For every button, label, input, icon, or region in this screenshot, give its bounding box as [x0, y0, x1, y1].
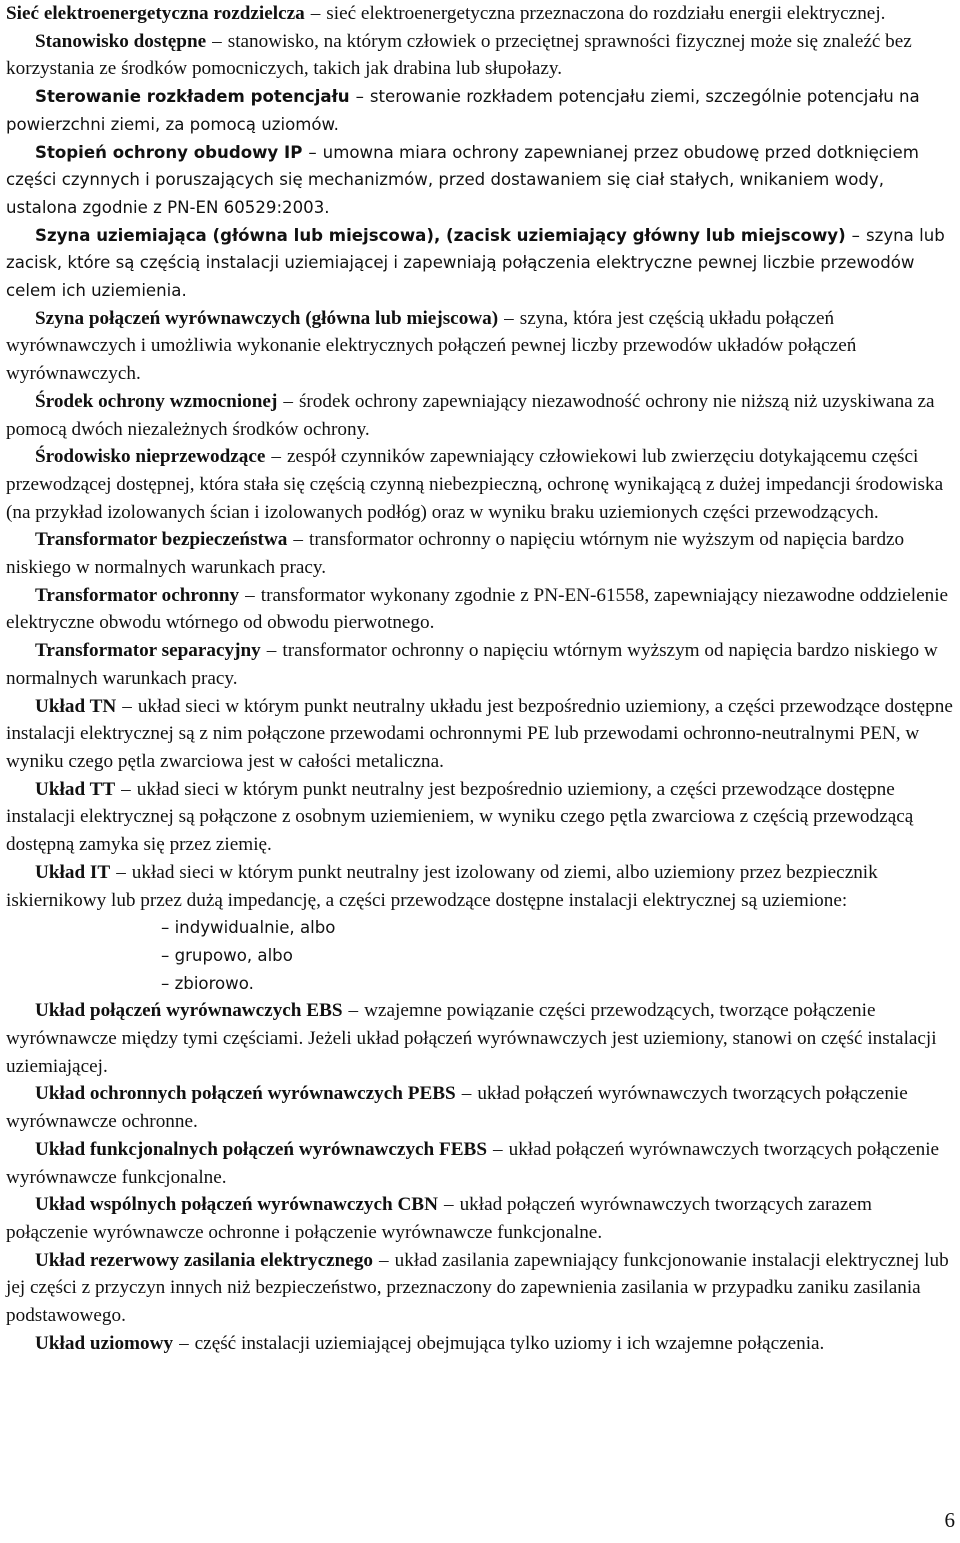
definition-entry — [6, 526, 956, 581]
definition-text: układ sieci w którym punkt neutralny jest bezpośrednio uziemiony, a części przewodzące dostępne instalacji elektrycznej są połączone z osobnym uziemieniem, w wyniku czego pętla zwarciowa z częścią przewodzącą dostępną zamyka się przez ziemię. — [6, 778, 914, 856]
definition-text: środek ochrony zapewniający niezawodność ochrony nie niższą niż uzyskiwana za pomocą dwóch niezależnych środków ochrony. — [6, 390, 935, 440]
definition-text: układ sieci w którym punkt neutralny układu jest bezpośrednio uziemiony, a części przewodzące dostępne instalacji elektrycznej są z nim połączone przewodami ochronnymi PE lub przewodami ochronno-neutralnymi PEN, w wyniku czego pętla zwarciowa jest w całości metaliczna. — [6, 695, 953, 772]
dash: – — [310, 3, 321, 24]
term: Transformator separacyjny — [35, 640, 261, 662]
term: Środek ochrony wzmocnionej — [35, 390, 278, 412]
definition-entry — [6, 222, 956, 305]
definition-text: część instalacji uziemiającej obejmująca tylko uziomy i ich wzajemne połączenia. — [194, 1332, 825, 1354]
term: Transformator ochronny — [35, 584, 240, 606]
definition-text: układ połączeń wyrównawczych tworzących połączenie wyrównawcze ochronne. — [6, 1083, 908, 1133]
term: Układ uziomowy — [35, 1332, 174, 1354]
definition-entry — [6, 693, 956, 776]
definition-text: sieć elektroenergetyczna przeznaczona do rozdziału energii elektrycznej. — [326, 3, 886, 24]
term: Układ rezerwowy zasilania elektrycznego — [35, 1249, 374, 1271]
term: Środowisko nieprzewodzące — [35, 446, 266, 468]
term: Układ połączeń wyrównawczych EBS — [35, 1000, 343, 1022]
definition-entry — [6, 443, 956, 526]
grounding-options-list — [6, 914, 956, 997]
term: Szyna połączeń wyrównawczych (główna lub miejscowa) — [35, 307, 499, 329]
dash: – — [443, 1194, 454, 1216]
document-page — [6, 0, 956, 1357]
definition-entry — [6, 28, 956, 83]
term: Układ IT — [35, 861, 111, 883]
dash: – — [245, 584, 255, 606]
dash: – — [122, 695, 132, 717]
definition-text: układ zasilania zapewniający funkcjonowanie instalacji elektrycznej lub jej części z przyczyn innych niż bezpieczeństwo, przeznaczony do zapewnienia zasilania w przypadku zaniku zasilania podstawowego. — [6, 1249, 949, 1327]
definition-text: wzajemne powiązanie części przewodzących, tworzące połączenie wyrównawcze między tymi częściami. Jeżeli układ połączeń wyrównawczych jest uziemiony, stanowi on część instalacji uziemiającej. — [6, 1000, 937, 1077]
term: Układ TN — [35, 695, 117, 717]
dash: – — [308, 142, 317, 162]
dash: – — [179, 1332, 189, 1354]
definition-entry — [6, 0, 956, 28]
dash: – — [379, 1249, 389, 1271]
definition-entry — [6, 582, 956, 637]
definition-entry — [6, 637, 956, 692]
definition-entry — [6, 1080, 956, 1135]
dash: – — [851, 225, 860, 245]
definition-text: transformator wykonany zgodnie z PN-EN-61558, zapewniający niezawodne oddzielenie elektryczne obwodu wtórnego od obwodu pierwotnego. — [6, 584, 949, 634]
dash: – — [116, 861, 126, 883]
definition-text: transformator ochronny o napięciu wtórnym wyższym od napięcia bardzo niskiego w normalnych warunkach pracy. — [6, 640, 938, 689]
term: Układ funkcjonalnych połączeń wyrównawczych FEBS — [35, 1138, 488, 1160]
dash: – — [355, 87, 364, 107]
dash: – — [271, 446, 282, 468]
definition-text: transformator ochronny o napięciu wtórnym nie wyższym od napięcia bardzo niskiego w normalnych warunkach pracy. — [6, 529, 905, 579]
definition-entry — [6, 305, 956, 388]
dash: – — [212, 30, 222, 52]
definition-text: szyna lub zacisk, które są częścią instalacji uziemiającej i zapewniają połączenia elektryczne pewnej liczbie przewodów celem ich uziemienia. — [6, 225, 945, 301]
term: Układ TT — [35, 778, 116, 800]
definition-text: umowna miara ochrony zapewnianej przez obudowę przed dotknięciem części czynnych i poruszających się mechanizmów, przed dostawaniem się ciał stałych, wnikaniem wody, ustalona zgodnie z PN-EN 60529:2003. — [6, 142, 919, 217]
dash: – — [121, 778, 131, 800]
list-item: – grupowo, albo — [161, 945, 293, 965]
definition-text: układ połączeń wyrównawczych tworzących połączenie wyrównawcze funkcjonalne. — [6, 1138, 940, 1188]
definition-entry — [6, 997, 956, 1080]
definition-text: układ połączeń wyrównawczych tworzących zarazem połączenie wyrównawcze ochronne i połączenie wyrównawcze funkcjonalne. — [6, 1194, 872, 1243]
definition-entry — [6, 1191, 956, 1246]
definition-entry — [6, 139, 956, 222]
dash: – — [293, 529, 303, 551]
term: Układ wspólnych połączeń wyrównawczych CBN — [35, 1194, 438, 1216]
term: Stanowisko dostępne — [35, 30, 207, 52]
dash: – — [461, 1083, 472, 1105]
definition-entry — [6, 1136, 956, 1191]
definition-entry — [6, 83, 956, 138]
definition-text: stanowisko, na którym człowiek o przeciętnej sprawności fizycznej może się znaleźć bez korzystania ze środków pomocniczych, takich jak drabina lub słupołazy. — [6, 30, 912, 80]
term: Szyna uziemiająca (główna lub miejscowa), (zacisk uziemiający główny lub miejscowy) — [35, 225, 846, 245]
definition-text: układ sieci w którym punkt neutralny jest izolowany od ziemi, albo uziemiony przez bezpiecznik iskiernikowy lub przez dużą impedancję, a części przewodzące dostępne instalacji elektrycznej są uziemione: — [6, 861, 878, 911]
dash: – — [266, 640, 277, 662]
dash: – — [504, 307, 514, 329]
definition-entry — [6, 1330, 956, 1358]
definition-text: sterowanie rozkładem potencjału ziemi, szczególnie potencjału na powierzchni ziemi, za pomocą uziomów. — [6, 87, 920, 134]
term: Stopień ochrony obudowy IP — [35, 142, 303, 162]
dash: – — [348, 1000, 359, 1022]
definition-entry — [6, 859, 956, 914]
term: Transformator bezpieczeństwa — [35, 529, 288, 551]
definition-text: zespół czynników zapewniający człowiekowi lub zwierzęciu dotykającemu części przewodzącej dostępnej, która stała się częścią czynną niebezpieczną, ochronę wynikającą z dużej impedancji środowiska (na przykład izolowanych ścian i izolowanych podłóg) oraz w wyniku braku uziemionych części przewodzących. — [6, 446, 944, 523]
page-number: 6 — [944, 1508, 955, 1532]
term: Układ ochronnych połączeń wyrównawczych PEBS — [35, 1083, 456, 1105]
term: Sterowanie rozkładem potencjału — [35, 87, 350, 107]
definition-entry — [6, 388, 956, 443]
term: Sieć elektroenergetyczna rozdzielcza — [6, 3, 305, 24]
list-item: – zbiorowo. — [161, 973, 254, 993]
dash: – — [283, 390, 293, 412]
dash: – — [493, 1138, 503, 1160]
list-item: – indywidualnie, albo — [161, 918, 336, 938]
definition-entry — [6, 1247, 956, 1330]
definition-text: szyna, która jest częścią układu połączeń wyrównawczych i umożliwia wykonanie elektrycznych połączeń pewnej liczby przewodów układów połączeń wyrównawczych. — [6, 307, 857, 385]
definition-entry — [6, 776, 956, 859]
